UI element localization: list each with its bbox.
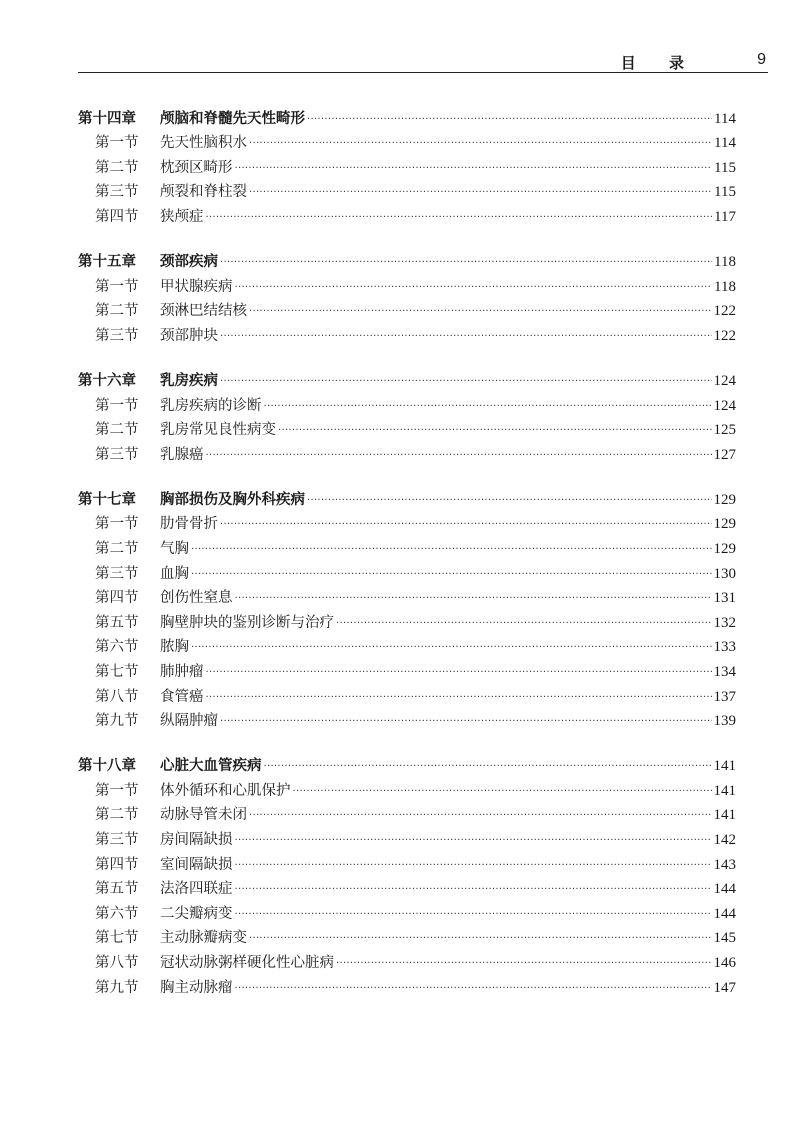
dot-leader [206,667,712,678]
dot-leader [264,761,712,772]
page-number: 129 [713,541,736,557]
section-title: 乳房疾病的诊断 [160,397,262,414]
page-number: 114 [714,110,736,127]
section-number: 第一节 [95,135,139,152]
section-title: 体外循环和心肌保护 [160,782,291,799]
dot-leader [336,958,712,969]
header-title: 目 录 [620,54,698,72]
section-number: 第七节 [95,930,139,947]
dot-leader [220,376,712,387]
chapter-title: 胸部损伤及胸外科疾病 [160,491,305,508]
page-number: 114 [714,135,736,152]
section-number: 第三节 [95,184,139,201]
page-number: 115 [714,184,736,201]
section-entry[interactable] [78,390,736,415]
section-title: 颅裂和脊柱裂 [160,184,247,201]
section-entry[interactable] [78,898,736,923]
section-title: 颈部肿块 [160,327,218,344]
section-title: 血胸 [160,565,189,582]
section-entry[interactable] [78,607,736,632]
section-entry[interactable] [78,415,736,440]
chapter-entry[interactable] [78,103,736,128]
section-number: 第二节 [95,303,139,320]
section-title: 先天性脑积水 [160,135,247,152]
chapter-number: 第十四章 [78,110,136,127]
chapter-title: 乳房疾病 [160,372,218,389]
chapter-block [78,246,736,344]
dot-leader [235,282,713,293]
page-number: 141 [713,782,736,799]
chapter-number: 第十八章 [78,758,136,775]
page-number: 125 [713,422,736,439]
dot-leader [191,544,712,555]
section-title: 颈淋巴结结核 [160,303,247,320]
section-entry[interactable] [78,923,736,948]
page-number: 124 [713,397,736,414]
chapter-number: 第十六章 [78,372,136,389]
section-entry[interactable] [78,201,736,226]
section-title: 枕颈区畸形 [160,159,233,176]
page-number: 146 [713,955,736,971]
table-of-contents [78,103,736,1017]
dot-leader [220,257,712,268]
section-entry[interactable] [78,320,736,345]
page-number: 141 [713,758,736,775]
page-number: 122 [713,327,736,344]
section-entry[interactable] [78,533,736,558]
section-entry[interactable] [78,583,736,608]
chapter-number: 第十五章 [78,254,136,271]
section-entry[interactable] [78,681,736,706]
section-title: 冠状动脉粥样硬化性心脏病 [160,955,334,971]
dot-leader [220,331,712,342]
section-entry[interactable] [78,800,736,825]
section-number: 第三节 [95,446,139,463]
section-title: 狭颅症 [160,208,204,225]
section-entry[interactable] [78,947,736,972]
section-title: 房间隔缺损 [160,832,233,849]
dot-leader [278,425,712,436]
section-number: 第七节 [95,663,139,680]
section-title: 动脉导管未闭 [160,807,247,824]
page-number: 134 [713,663,736,680]
section-number: 第四节 [95,208,139,225]
dot-leader [206,450,712,461]
page-number: 127 [713,446,736,463]
section-title: 创伤性窒息 [160,590,233,607]
dot-leader [235,835,712,846]
section-title: 乳腺癌 [160,446,204,463]
section-entry[interactable] [78,972,736,997]
section-number: 第一节 [95,782,139,799]
page-number: 133 [713,639,736,656]
section-entry[interactable] [78,874,736,899]
dot-leader [264,401,712,412]
page-number: 139 [713,713,736,730]
page-number: 129 [713,516,736,533]
dot-leader [235,983,712,994]
section-title: 胸壁肿块的鉴别诊断与治疗 [160,614,334,631]
section-number: 第二节 [95,422,139,439]
page-number: 145 [713,930,736,947]
dot-leader [235,860,712,871]
section-entry[interactable] [78,271,736,296]
section-entry[interactable] [78,509,736,534]
dot-leader [307,114,712,125]
section-title: 脓胸 [160,639,189,656]
section-number: 第二节 [95,159,139,176]
section-number: 第三节 [95,832,139,849]
section-title: 纵隔肿瘤 [160,713,218,730]
section-title: 食管癌 [160,688,204,705]
dot-leader [249,810,712,821]
page-number: 132 [713,614,736,631]
section-entry[interactable] [78,439,736,464]
section-number: 第三节 [95,327,139,344]
section-title: 二尖瓣病变 [160,905,233,922]
section-entry[interactable] [78,706,736,731]
page-number: 137 [713,688,736,705]
section-entry[interactable] [78,849,736,874]
section-entry[interactable] [78,824,736,849]
chapter-entry[interactable] [78,751,736,776]
dot-leader [235,909,712,920]
section-number: 第三节 [95,565,139,582]
page-number: 129 [713,491,736,508]
chapter-block [78,751,736,997]
section-number: 第二节 [95,541,139,557]
chapter-entry[interactable] [78,246,736,271]
dot-leader [249,306,712,317]
dot-leader [220,519,712,530]
page-number: 144 [713,905,736,922]
page-number: 143 [713,856,736,873]
section-number: 第四节 [95,590,139,607]
section-entry[interactable] [78,128,736,153]
section-entry[interactable] [78,558,736,583]
page-number: 117 [714,208,736,225]
page-number: 147 [713,979,736,996]
dot-leader [191,642,712,653]
section-title: 法洛四联症 [160,881,233,898]
section-title: 室间隔缺损 [160,856,233,873]
dot-leader [249,187,712,198]
section-entry[interactable] [78,152,736,177]
section-number: 第一节 [95,278,139,295]
dot-leader [235,163,713,174]
header-page-number: 9 [757,51,766,68]
page-number: 141 [713,807,736,824]
dot-leader [336,618,712,629]
section-number: 第五节 [95,881,139,898]
page-number: 118 [714,278,736,295]
section-entry[interactable] [78,296,736,321]
dot-leader [249,138,712,149]
section-entry[interactable] [78,177,736,202]
section-title: 乳房常见良性病变 [160,422,276,439]
dot-leader [293,786,712,797]
dot-leader [235,884,712,895]
section-number: 第九节 [95,979,139,996]
section-number: 第五节 [95,614,139,631]
section-entry[interactable] [78,775,736,800]
chapter-entry[interactable] [78,365,736,390]
chapter-title: 颅脑和脊髓先天性畸形 [160,110,305,127]
section-title: 气胸 [160,541,189,557]
section-number: 第六节 [95,905,139,922]
section-title: 肋骨骨折 [160,516,218,533]
section-title: 甲状腺疾病 [160,278,233,295]
dot-leader [307,495,712,506]
chapter-block [78,365,736,463]
chapter-title: 心脏大血管疾病 [160,758,262,775]
page-number: 115 [714,159,736,176]
dot-leader [206,212,713,223]
section-number: 第二节 [95,807,139,824]
page-number: 122 [713,303,736,320]
section-entry[interactable] [78,632,736,657]
page-number: 131 [713,590,736,607]
page-number: 130 [713,565,736,582]
dot-leader [191,569,712,580]
page-header [78,50,768,73]
section-number: 第一节 [95,516,139,533]
chapter-number: 第十七章 [78,491,136,508]
page-number: 118 [714,254,736,271]
chapter-entry[interactable] [78,484,736,509]
page-number: 142 [713,832,736,849]
chapter-title: 颈部疾病 [160,254,218,271]
page-number: 144 [713,881,736,898]
dot-leader [220,716,712,727]
section-title: 主动脉瓣病变 [160,930,247,947]
dot-leader [235,593,712,604]
section-title: 肺肿瘤 [160,663,204,680]
section-number: 第九节 [95,713,139,730]
section-number: 第八节 [95,955,139,971]
page-number: 124 [713,372,736,389]
section-number: 第四节 [95,856,139,873]
section-number: 第八节 [95,688,139,705]
chapter-block [78,103,736,226]
section-number: 第一节 [95,397,139,414]
chapter-block [78,484,736,730]
section-entry[interactable] [78,656,736,681]
dot-leader [249,933,712,944]
dot-leader [206,692,712,703]
section-title: 胸主动脉瘤 [160,979,233,996]
section-number: 第六节 [95,639,139,656]
